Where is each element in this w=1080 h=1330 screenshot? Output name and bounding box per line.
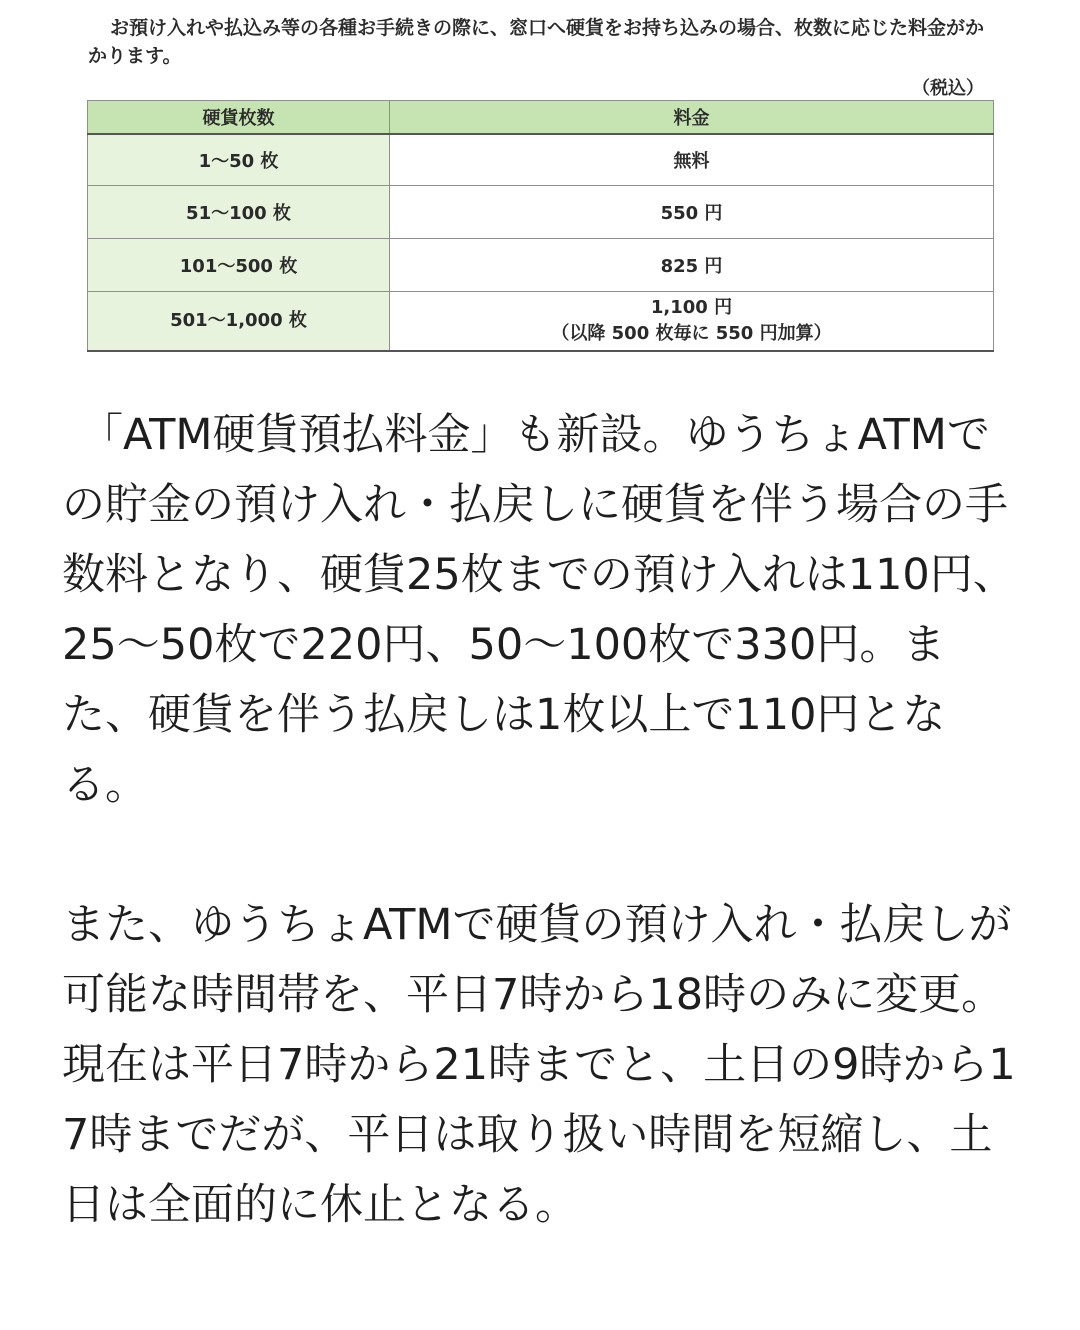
fee-cell: 無料 xyxy=(390,134,994,186)
fee-table-image xyxy=(0,0,1080,370)
table-row xyxy=(88,186,994,239)
coin-count-cell: 501～1,000 枚 xyxy=(88,292,390,352)
table-row xyxy=(88,292,994,352)
fee-additional-note: （以降 500 枚毎に 550 円加算） xyxy=(551,323,832,344)
coin-fee-table xyxy=(87,100,994,352)
header-fee: 料金 xyxy=(390,101,994,135)
article-paragraph-hours: また、ゆうちょATMで硬貨の預け入れ・払戻しが可能な時間帯を、平日7時から18時のみに変更。現在は平日7時から21時までと、土日の9時から17時までだが、平日は取り扱い時間を短縮し、土日は全面的に休止となる。 xyxy=(62,900,1016,1230)
fee-cell: 825 円 xyxy=(390,239,994,292)
fee-notice-text: お預け入れや払込み等の各種お手続きの際に、窓口へ硬貨をお持ち込みの場合、枚数に応じた料金がかかります。 xyxy=(88,17,985,67)
article-paragraph-atm-fee: 「ATM硬貨預払料金」も新設。ゆうちょATMでの貯金の預け入れ・払戻しに硬貨を伴う場合の手数料となり、硬貨25枚までの預け入れは110円、25～50枚で220円、50～100枚で330円。また、硬貨を伴う払戻しは1枚以上で110円となる。 xyxy=(62,410,1016,810)
coin-count-cell: 1～50 枚 xyxy=(88,134,390,186)
fee-cell xyxy=(390,292,994,352)
fee-cell: 550 円 xyxy=(390,186,994,239)
table-row xyxy=(88,134,994,186)
tax-included-note: （税込） xyxy=(912,78,984,99)
table-header-row xyxy=(88,101,994,135)
article-body xyxy=(62,400,1022,1240)
header-coin-count: 硬貨枚数 xyxy=(88,101,390,135)
coin-count-cell: 51～100 枚 xyxy=(88,186,390,239)
fee-value: 1,100 円 xyxy=(650,297,733,318)
table-row xyxy=(88,239,994,292)
coin-count-cell: 101～500 枚 xyxy=(88,239,390,292)
